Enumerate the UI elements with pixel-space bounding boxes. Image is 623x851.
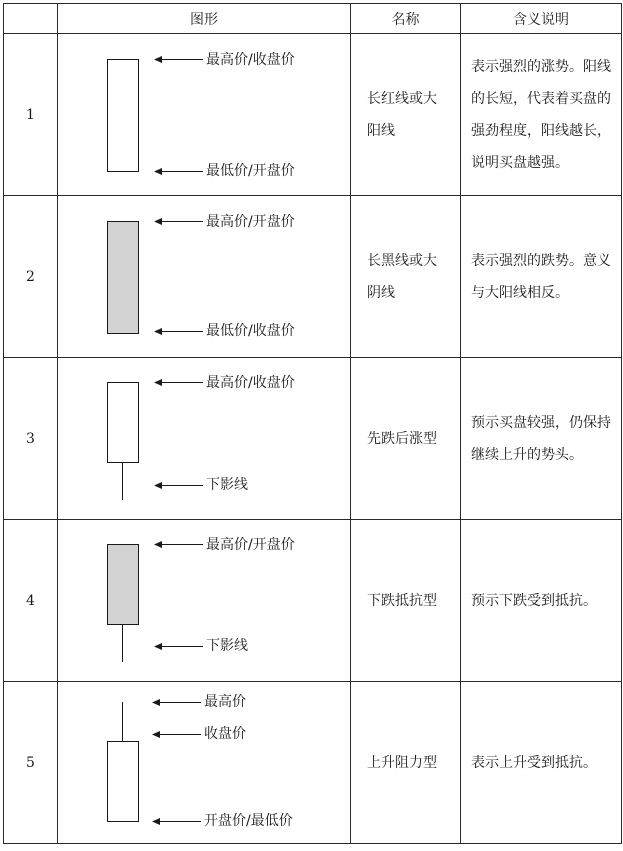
header-index xyxy=(4,4,58,34)
candle-body xyxy=(108,383,139,463)
pattern-name: 下跌抵抗型 xyxy=(351,520,461,682)
header-meaning: 含义说明 xyxy=(461,4,622,34)
pattern-name: 长红线或大阳线 xyxy=(351,34,461,196)
candle-body xyxy=(108,545,139,625)
header-name: 名称 xyxy=(351,4,461,34)
arrow-icon xyxy=(154,482,203,489)
header-figure: 图形 xyxy=(58,4,351,34)
pattern-name: 上升阻力型 xyxy=(351,682,461,844)
candle-bottom-label: 最低价/开盘价 xyxy=(206,163,295,179)
arrow-icon xyxy=(152,818,201,825)
candle-top-label: 最高价 xyxy=(204,694,246,710)
candle-figure xyxy=(58,682,351,844)
candle-top-label: 最高价/开盘价 xyxy=(206,214,295,230)
arrow-icon xyxy=(154,56,203,63)
pattern-name: 长黑线或大阴线 xyxy=(351,196,461,358)
row-number: 5 xyxy=(4,682,58,844)
row-number: 3 xyxy=(4,358,58,520)
arrow-icon xyxy=(154,218,203,225)
table-row xyxy=(4,682,622,844)
pattern-meaning: 预示下跌受到抵抗。 xyxy=(461,520,622,682)
arrow-icon xyxy=(154,541,203,548)
candle-bottom-label: 下影线 xyxy=(206,477,248,493)
candle-figure xyxy=(58,34,351,196)
row-number: 1 xyxy=(4,34,58,196)
candle-figure xyxy=(58,520,351,682)
candle-figure xyxy=(58,196,351,358)
candle-bottom-label: 最低价/收盘价 xyxy=(206,323,295,339)
candle-diagram xyxy=(58,358,351,519)
table-row xyxy=(4,358,622,520)
arrow-icon xyxy=(152,731,201,738)
candle-top-label: 最高价/收盘价 xyxy=(206,375,295,391)
candle-top-label: 最高价/收盘价 xyxy=(206,52,295,68)
table-row xyxy=(4,196,622,358)
arrow-icon xyxy=(154,643,203,650)
row-number: 2 xyxy=(4,196,58,358)
arrow-icon xyxy=(154,168,203,175)
table-row xyxy=(4,520,622,682)
candlestick-table xyxy=(3,3,622,844)
header-row xyxy=(4,4,622,34)
candle-top-label: 最高价/开盘价 xyxy=(206,537,295,553)
arrow-icon xyxy=(154,328,203,335)
pattern-meaning: 表示强烈的跌势。意义与大阳线相反。 xyxy=(461,196,622,358)
table-row xyxy=(4,34,622,196)
candle-figure xyxy=(58,358,351,520)
candle-body xyxy=(108,222,139,334)
candle-bottom-label: 下影线 xyxy=(206,638,248,654)
pattern-name: 先跌后涨型 xyxy=(351,358,461,520)
candle-diagram xyxy=(58,34,351,195)
pattern-meaning: 预示买盘较强，仍保持继续上升的势头。 xyxy=(461,358,622,520)
pattern-meaning: 表示上升受到抵抗。 xyxy=(461,682,622,844)
candle-diagram xyxy=(58,196,351,357)
pattern-meaning: 表示强烈的涨势。阳线的长短，代表着买盘的强劲程度，阳线越长，说明买盘越强。 xyxy=(461,34,622,196)
row-number: 4 xyxy=(4,520,58,682)
candle-mid-label: 收盘价 xyxy=(204,726,246,742)
candle-body xyxy=(108,742,139,822)
arrow-icon xyxy=(154,379,203,386)
candle-diagram xyxy=(58,520,351,681)
candle-bottom-label: 开盘价/最低价 xyxy=(204,813,293,829)
arrow-icon xyxy=(152,699,201,706)
candle-body xyxy=(108,60,139,172)
